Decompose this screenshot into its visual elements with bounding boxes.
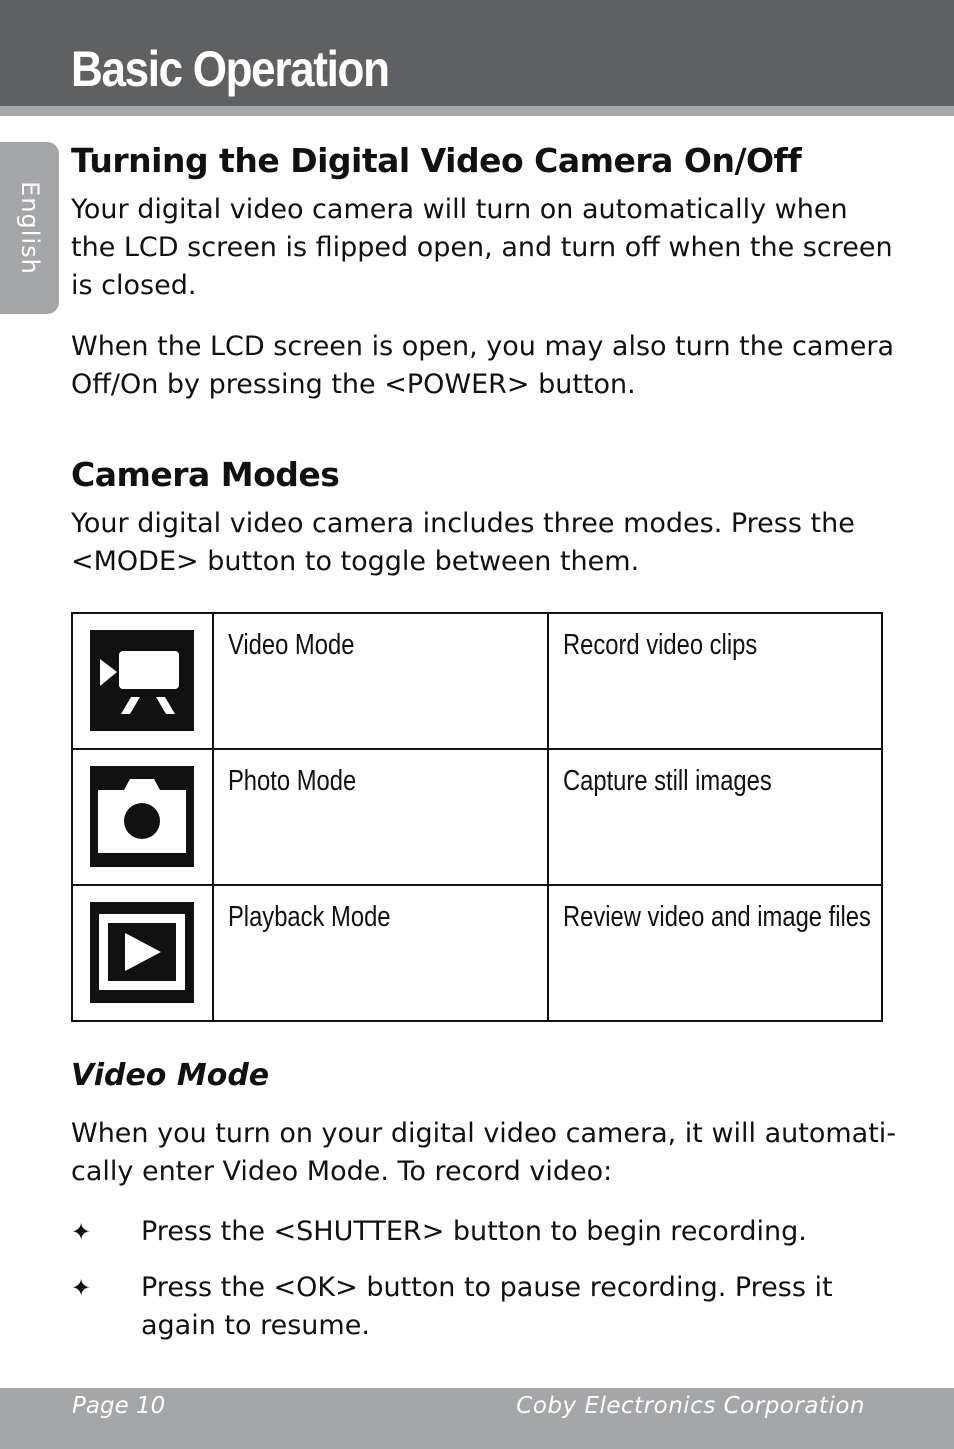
video-mode-intro-line: cally enter Video Mode. To record video:: [71, 1156, 613, 1187]
list-item-line: again to resume.: [141, 1310, 370, 1341]
table-row: [72, 613, 882, 749]
video-mode-intro-line: When you turn on your digital video camera, it will automati-: [71, 1118, 897, 1149]
mode-description: Capture still images: [562, 765, 772, 797]
power-paragraph-2-line: Off/On by pressing the <POWER> button.: [71, 369, 636, 400]
bullet-star-icon: ✦: [71, 1274, 92, 1302]
modes-intro-line: <MODE> button to toggle between them.: [71, 546, 640, 577]
table-cell-icon: [72, 885, 213, 1021]
table-cell-mode: [213, 613, 548, 749]
modes-section-heading: Camera Modes: [71, 455, 340, 494]
table-cell-description: [548, 749, 882, 885]
mode-name: Photo Mode: [227, 765, 357, 797]
modes-intro: [71, 505, 891, 581]
camera-icon: [90, 766, 194, 867]
mode-name: Playback Mode: [227, 901, 391, 933]
language-tab-label: English: [16, 181, 44, 275]
power-paragraph-2: [71, 328, 894, 404]
list-item-text: [141, 1213, 891, 1251]
table-cell-icon: [72, 749, 213, 885]
table-cell-icon: [72, 613, 213, 749]
video-mode-intro: [71, 1115, 897, 1191]
page-title: Basic Operation: [71, 41, 389, 97]
power-section-heading: Turning the Digital Video Camera On/Off: [71, 141, 802, 180]
table-row: [72, 885, 882, 1021]
list-item-line: Press the <SHUTTER> button to begin recording.: [141, 1216, 807, 1247]
language-tab: [0, 142, 59, 314]
modes-table: [71, 612, 883, 1022]
table-row: [72, 749, 882, 885]
mode-description: Record video clips: [562, 629, 758, 661]
list-item-line: Press the <OK> button to pause recording. Press it: [141, 1272, 833, 1303]
table-cell-mode: [213, 749, 548, 885]
table-cell-description: [548, 885, 882, 1021]
power-paragraph-1: [71, 191, 891, 305]
power-paragraph-1-line: is closed.: [71, 270, 197, 301]
header-rule: [0, 106, 954, 116]
footer-company: Coby Electronics Corporation: [516, 1393, 865, 1419]
play-icon: [90, 902, 194, 1003]
video-mode-heading: Video Mode: [71, 1058, 270, 1093]
bullet-star-icon: ✦: [71, 1218, 92, 1246]
page-number: Page 10: [72, 1393, 166, 1419]
power-paragraph-1-line: Your digital video camera will turn on automatically when: [71, 194, 848, 225]
power-paragraph-1-line: the LCD screen is flipped open, and turn off when the screen: [71, 232, 893, 263]
list-item-text: [141, 1269, 891, 1345]
table-cell-description: [548, 613, 882, 749]
video-camera-icon: [90, 630, 194, 731]
mode-description: Review video and image files: [562, 901, 871, 933]
power-paragraph-2-line: When the LCD screen is open, you may also turn the camera: [71, 331, 894, 362]
mode-name: Video Mode: [227, 629, 355, 661]
modes-intro-line: Your digital video camera includes three modes. Press the: [71, 508, 855, 539]
table-cell-mode: [213, 885, 548, 1021]
